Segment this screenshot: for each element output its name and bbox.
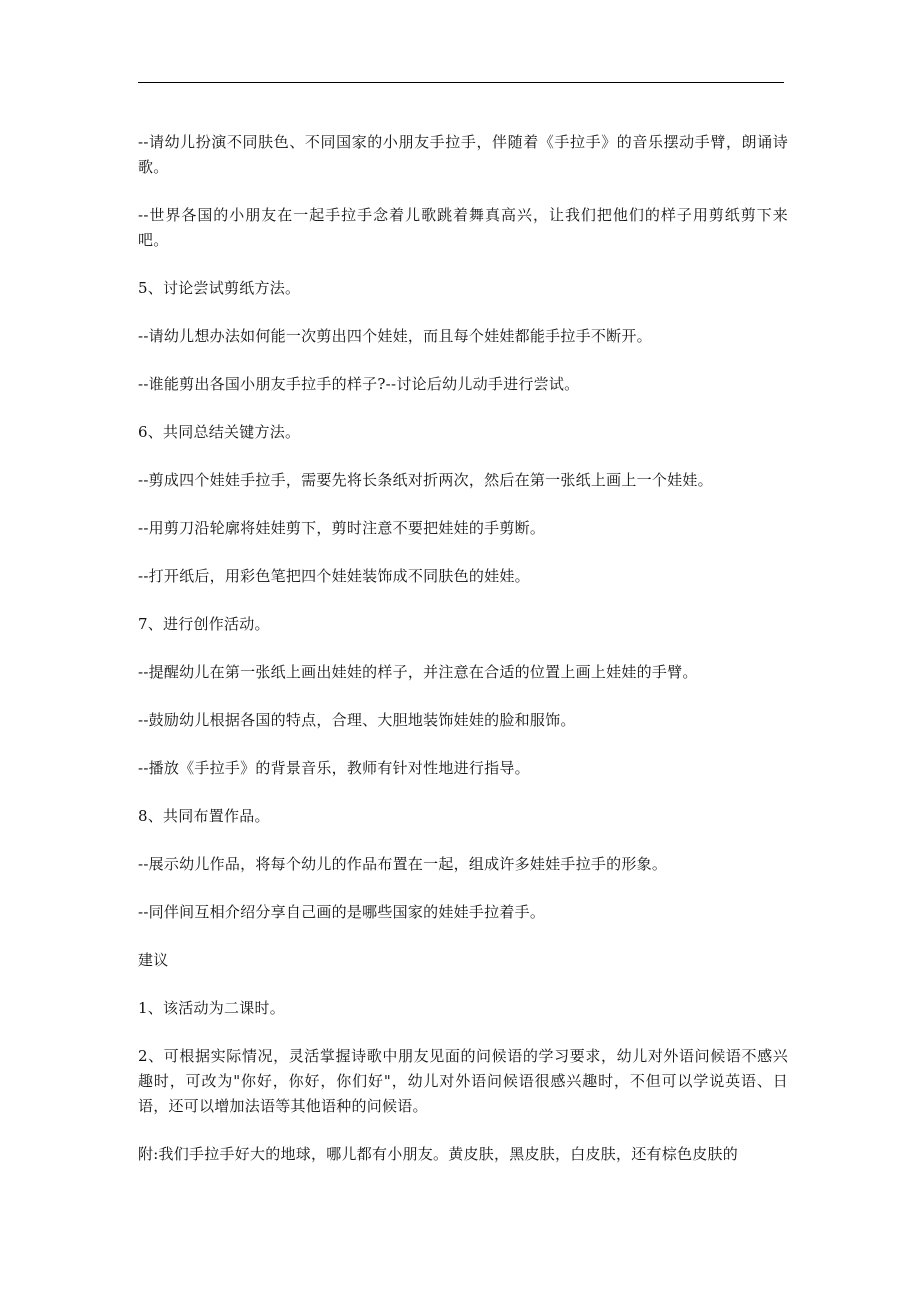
suggestion-1: 1、该活动为二课时。 [138, 999, 286, 1017]
document-body [138, 130, 788, 1190]
paragraph-3: --请幼儿想办法如何能一次剪出四个娃娃，而且每个娃娃都能手拉手不断开。 [138, 327, 652, 345]
section-heading-suggestions: 建议 [138, 951, 169, 969]
paragraph-7: --打开纸后，用彩色笔把四个娃娃装饰成不同肤色的娃娃。 [138, 567, 530, 585]
section-heading-6: 6、共同总结关键方法。 [138, 423, 301, 441]
paragraph-5: --剪成四个娃娃手拉手，需要先将长条纸对折两次，然后在第一张纸上画上一个娃娃。 [138, 471, 713, 489]
header-rule [138, 82, 784, 83]
paragraph-1: --请幼儿扮演不同肤色、不同国家的小朋友手拉手，伴随着《手拉手》的音乐摆动手臂，朗诵诗歌。 [138, 133, 788, 176]
section-heading-7: 7、进行创作活动。 [138, 615, 270, 633]
appendix-poem: 附:我们手拉手好大的地球，哪儿都有小朋友。黄皮肤，黑皮肤，白皮肤，还有棕色皮肤的 [138, 1145, 739, 1163]
paragraph-12: --同伴间互相介绍分享自己画的是哪些国家的娃娃手拉着手。 [138, 903, 546, 921]
paragraph-11: --展示幼儿作品，将每个幼儿的作品布置在一起，组成许多娃娃手拉手的形象。 [138, 855, 668, 873]
paragraph-8: --提醒幼儿在第一张纸上画出娃娃的样子，并注意在合适的位置上画上娃娃的手臂。 [138, 663, 698, 681]
paragraph-4: --谁能剪出各国小朋友手拉手的样子?--讨论后幼儿动手进行尝试。 [138, 375, 580, 393]
paragraph-9: --鼓励幼儿根据各国的特点，合理、大胆地装饰娃娃的脸和服饰。 [138, 711, 576, 729]
section-heading-5: 5、讨论尝试剪纸方法。 [138, 279, 301, 297]
section-heading-8: 8、共同布置作品。 [138, 807, 270, 825]
paragraph-6: --用剪刀沿轮廓将娃娃剪下，剪时注意不要把娃娃的手剪断。 [138, 519, 546, 537]
paragraph-10: --播放《手拉手》的背景音乐，教师有针对性地进行指导。 [138, 759, 530, 777]
suggestion-2: 2、可根据实际情况，灵活掌握诗歌中朋友见面的问候语的学习要求，幼儿对外语问候语不感兴趣时，可改为"你好，你好，你们好"，幼儿对外语问候语很感兴趣时，不但可以学说英语、日语，还可以增加法语等其他语种的问候语。 [138, 1047, 788, 1115]
paragraph-2: --世界各国的小朋友在一起手拉手念着儿歌跳着舞真高兴，让我们把他们的样子用剪纸剪下来吧。 [138, 206, 788, 249]
